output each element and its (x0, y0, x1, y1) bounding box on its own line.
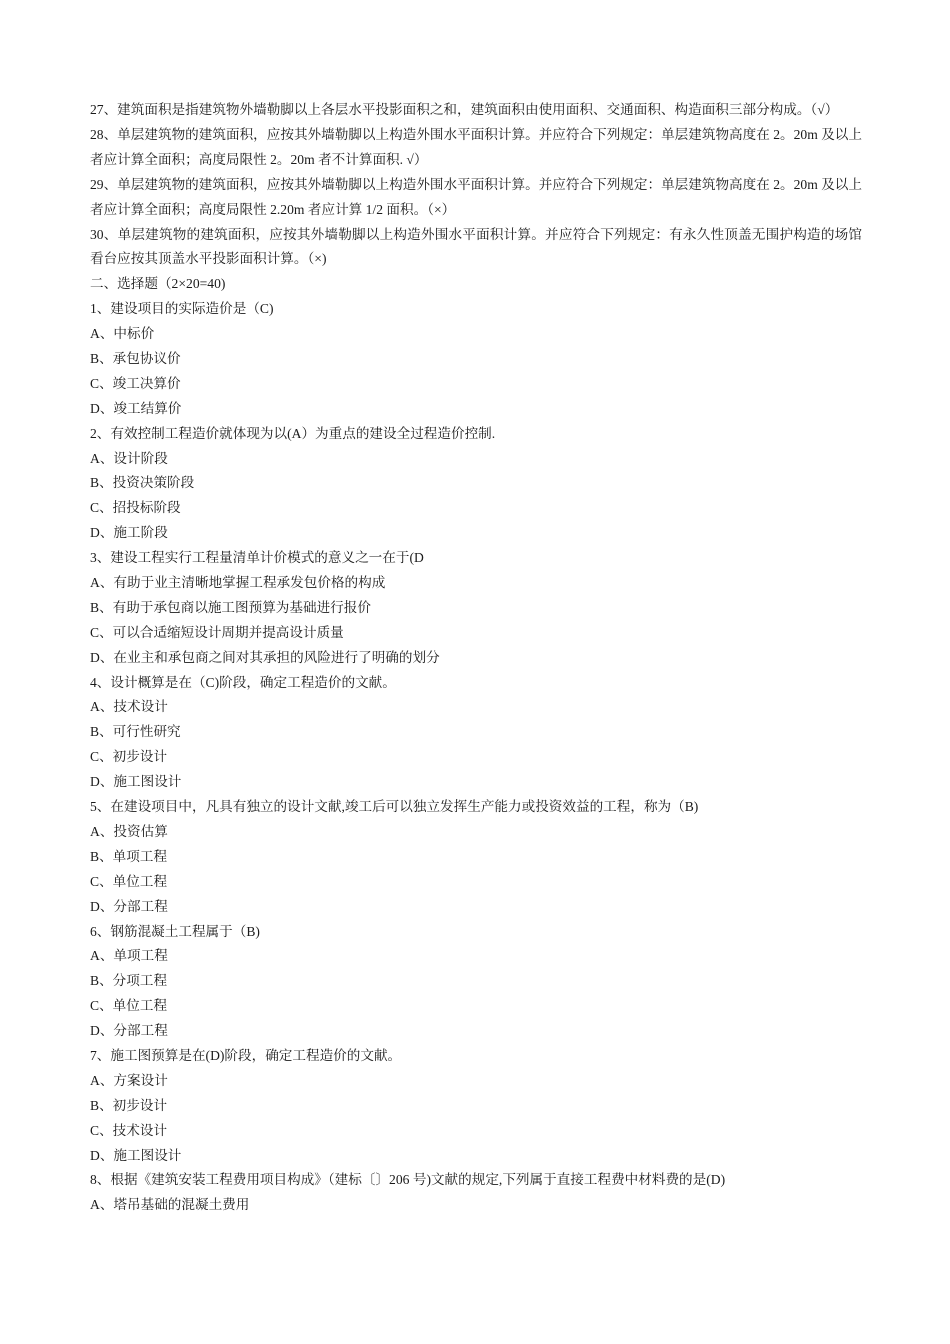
option-d: D、施工图设计 (90, 774, 182, 790)
option-c: C、单位工程 (90, 873, 168, 889)
option-a: A、技术设计 (90, 699, 168, 715)
option-a: A、中标价 (90, 326, 155, 342)
option-d: D、在业主和承包商之间对其承担的风险进行了明确的划分 (90, 649, 440, 665)
question-stem: 3、建设工程实行工程量清单计价模式的意义之一在于(D (90, 550, 424, 566)
option-c: C、可以合适缩短设计周期并提高设计质量 (90, 624, 344, 640)
question-6 (90, 920, 862, 1044)
option-d: D、分部工程 (90, 1023, 168, 1039)
section-heading-choice: 二、选择题（2×20=40) (90, 276, 226, 292)
question-1 (90, 297, 862, 421)
option-b: B、单项工程 (90, 848, 168, 864)
judgment-item-30: 30、单层建筑物的建筑面积，应按其外墙勒脚以上构造外围水平面积计算。并应符合下列规定：有永久性顶盖无围护构造的场馆看台应按其顶盖水平投影面积计算。（×) (90, 226, 862, 267)
judgment-item-28: 28、单层建筑物的建筑面积，应按其外墙勒脚以上构造外围水平面积计算。并应符合下列规定：单层建筑物高度在 2。20m 及以上者应计算全面积；高度局限性 2。20m 者不计算面积. √） (90, 126, 862, 167)
option-b: B、分项工程 (90, 973, 168, 989)
option-c: C、招投标阶段 (90, 500, 181, 516)
question-3 (90, 546, 862, 670)
question-stem: 6、钢筋混凝土工程属于（B) (90, 923, 260, 939)
option-c: C、初步设计 (90, 749, 168, 765)
option-a: A、单项工程 (90, 948, 168, 964)
question-7 (90, 1044, 862, 1168)
question-stem: 4、设计概算是在（C)阶段，确定工程造价的文献。 (90, 674, 396, 690)
question-stem: 2、有效控制工程造价就体现为以(A）为重点的建设全过程造价控制. (90, 425, 496, 441)
option-b: B、投资决策阶段 (90, 475, 195, 491)
question-8 (90, 1168, 862, 1218)
option-d: D、施工阶段 (90, 525, 168, 541)
judgment-item-27: 27、建筑面积是指建筑物外墙勒脚以上各层水平投影面积之和，建筑面积由使用面积、交通面积、构造面积三部分构成。（√） (90, 102, 839, 117)
option-c: C、竣工决算价 (90, 375, 181, 391)
option-d: D、施工图设计 (90, 1147, 182, 1163)
judgment-item-29: 29、单层建筑物的建筑面积，应按其外墙勒脚以上构造外围水平面积计算。并应符合下列规定：单层建筑物高度在 2。20m 及以上者应计算全面积；高度局限性 2.20m 者应计算 1/2 面积。（×） (90, 176, 862, 217)
option-a: A、投资估算 (90, 823, 168, 839)
option-a: A、设计阶段 (90, 450, 168, 466)
question-stem: 7、施工图预算是在(D)阶段，确定工程造价的文献。 (90, 1047, 402, 1063)
question-stem: 8、根据《建筑安装工程费用项目构成》（建标〔〕206 号)文献的规定,下列属于直接工程费中材料费的是(D) (90, 1172, 726, 1188)
question-5 (90, 795, 862, 919)
option-d: D、分部工程 (90, 898, 168, 914)
question-2 (90, 422, 862, 546)
option-d: D、竣工结算价 (90, 400, 182, 416)
document-page (90, 98, 862, 1218)
option-a: A、有助于业主清晰地掌握工程承发包价格的构成 (90, 575, 386, 591)
option-b: B、承包协议价 (90, 351, 181, 367)
question-stem: 5、在建设项目中，凡具有独立的设计文献,竣工后可以独立发挥生产能力或投资效益的工程，称为（B) (90, 799, 699, 815)
option-b: B、可行性研究 (90, 724, 181, 740)
option-b: B、有助于承包商以施工图预算为基础进行报价 (90, 599, 371, 615)
option-c: C、单位工程 (90, 998, 168, 1014)
option-c: C、技术设计 (90, 1122, 168, 1138)
question-stem: 1、建设项目的实际造价是（C) (90, 301, 274, 317)
option-a: A、塔吊基础的混凝土费用 (90, 1197, 250, 1213)
option-a: A、方案设计 (90, 1072, 168, 1088)
option-b: B、初步设计 (90, 1097, 168, 1113)
question-4 (90, 671, 862, 795)
